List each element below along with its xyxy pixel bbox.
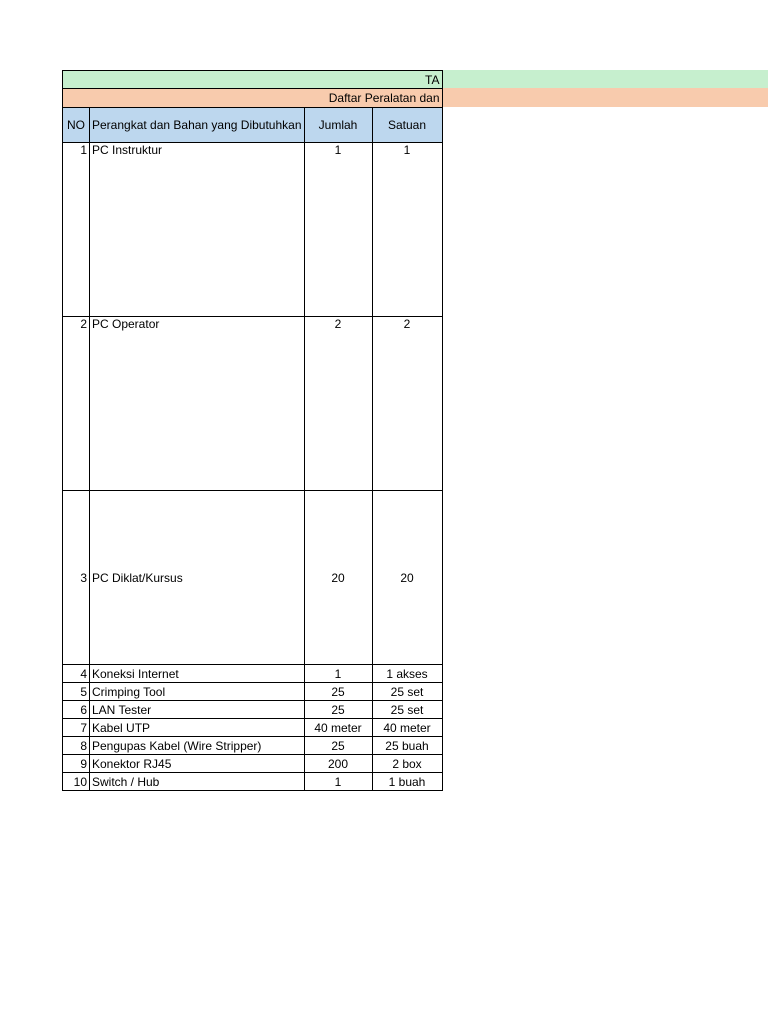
table-row — [63, 317, 443, 491]
table-row — [63, 683, 443, 701]
cell-unit[interactable]: 25 set — [372, 701, 442, 719]
cell-item[interactable]: Konektor RJ45 — [90, 755, 305, 773]
cell-qty[interactable]: 2 — [304, 317, 372, 491]
cell-qty[interactable]: 1 — [304, 143, 372, 317]
cell-item[interactable]: Crimping Tool — [90, 683, 305, 701]
cell-qty[interactable]: 1 — [304, 773, 372, 791]
table-row — [63, 719, 443, 737]
cell-qty[interactable]: 40 meter — [304, 719, 372, 737]
cell-unit[interactable]: 25 set — [372, 683, 442, 701]
sheet-subtitle[interactable]: Daftar Peralatan dan — [63, 89, 443, 108]
cell-unit[interactable]: 40 meter — [372, 719, 442, 737]
cell-no[interactable]: 10 — [63, 773, 90, 791]
cell-no[interactable]: 3 — [63, 491, 90, 665]
table-row — [63, 665, 443, 683]
cell-no[interactable]: 8 — [63, 737, 90, 755]
cell-no[interactable]: 4 — [63, 665, 90, 683]
title-row-extension — [410, 70, 768, 88]
cell-unit[interactable]: 1 akses — [372, 665, 442, 683]
sheet-title[interactable]: TA — [63, 71, 443, 89]
subtitle-row-extension — [410, 88, 768, 107]
cell-unit[interactable]: 2 — [372, 317, 442, 491]
cell-unit[interactable]: 1 — [372, 143, 442, 317]
cell-item[interactable]: Switch / Hub — [90, 773, 305, 791]
cell-no[interactable]: 5 — [63, 683, 90, 701]
header-row — [63, 108, 443, 143]
cell-unit[interactable]: 2 box — [372, 755, 442, 773]
cell-item[interactable]: Pengupas Kabel (Wire Stripper) — [90, 737, 305, 755]
cell-qty[interactable]: 25 — [304, 737, 372, 755]
cell-item[interactable]: LAN Tester — [90, 701, 305, 719]
cell-unit[interactable]: 1 buah — [372, 773, 442, 791]
cell-item[interactable]: PC Operator — [90, 317, 305, 491]
cell-qty[interactable]: 200 — [304, 755, 372, 773]
table-row — [63, 701, 443, 719]
table-row — [63, 491, 443, 665]
cell-item[interactable]: Koneksi Internet — [90, 665, 305, 683]
cell-no[interactable]: 2 — [63, 317, 90, 491]
cell-no[interactable]: 9 — [63, 755, 90, 773]
cell-no[interactable]: 7 — [63, 719, 90, 737]
cell-item[interactable]: PC Diklat/Kursus — [90, 491, 305, 665]
cell-qty[interactable]: 25 — [304, 701, 372, 719]
cell-item[interactable]: Kabel UTP — [90, 719, 305, 737]
cell-no[interactable]: 1 — [63, 143, 90, 317]
table-row — [63, 737, 443, 755]
table-row — [63, 773, 443, 791]
cell-no[interactable]: 6 — [63, 701, 90, 719]
cell-unit[interactable]: 20 — [372, 491, 442, 665]
cell-qty[interactable]: 25 — [304, 683, 372, 701]
header-unit[interactable]: Satuan — [372, 108, 442, 143]
title-row — [63, 71, 443, 89]
table-row — [63, 143, 443, 317]
header-item[interactable]: Perangkat dan Bahan yang Dibutuhkan — [90, 108, 305, 143]
header-no[interactable]: NO — [63, 108, 90, 143]
equipment-table — [62, 70, 443, 791]
subtitle-row — [63, 89, 443, 108]
table-row — [63, 755, 443, 773]
cell-qty[interactable]: 1 — [304, 665, 372, 683]
cell-qty[interactable]: 20 — [304, 491, 372, 665]
cell-item[interactable]: PC Instruktur — [90, 143, 305, 317]
header-qty[interactable]: Jumlah — [304, 108, 372, 143]
cell-unit[interactable]: 25 buah — [372, 737, 442, 755]
